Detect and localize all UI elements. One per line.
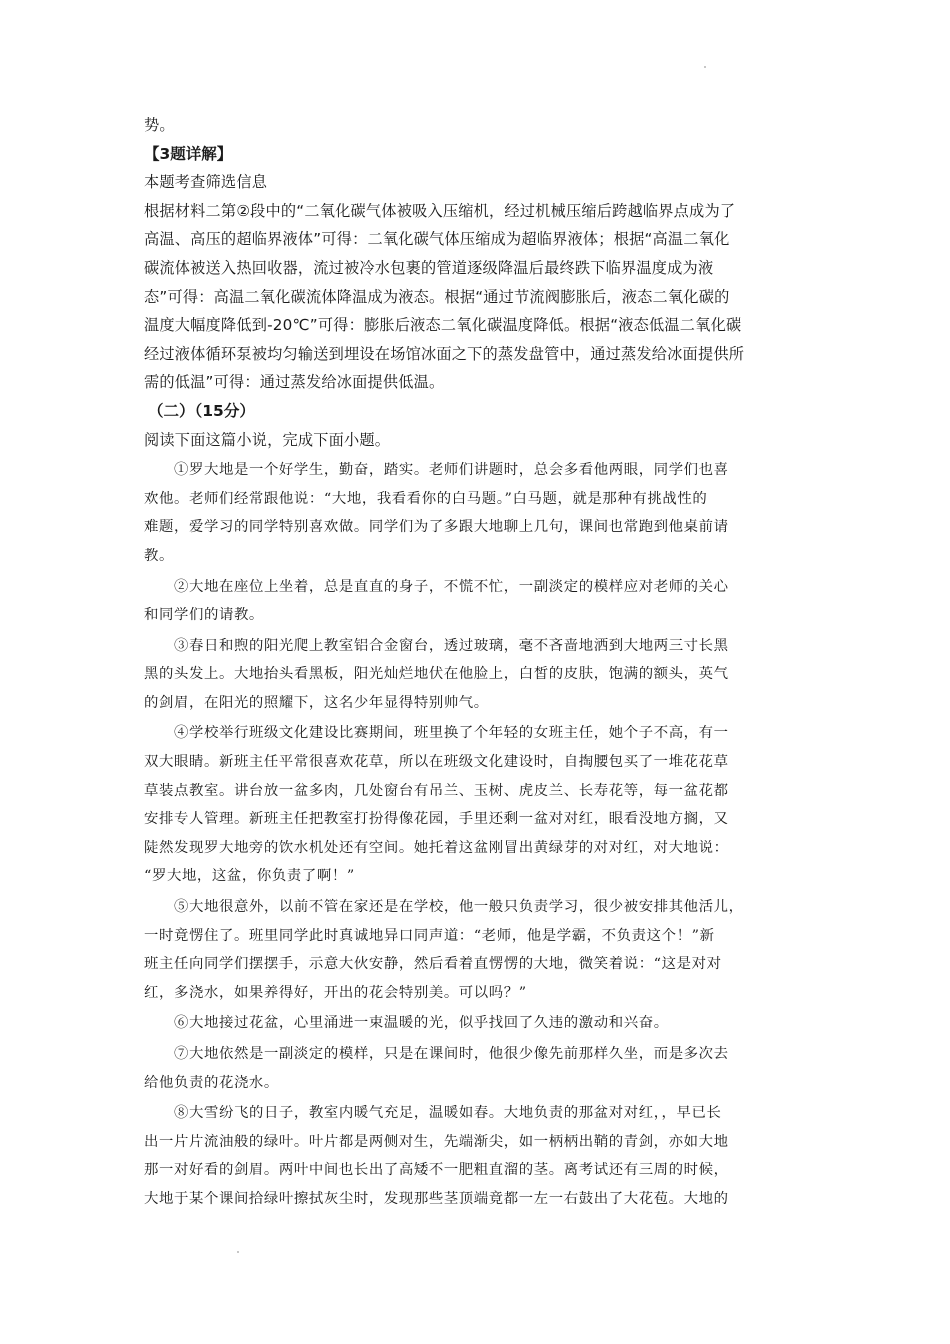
story-line: 班主任向同学们摆摆手，示意大伙安静，然后看着直愣愣的大地，微笑着说：“这是对对: [144, 956, 722, 973]
story-line: 难题，爱学习的同学特别喜欢做。同学们为了多跟大地聊上几句，课间也常跑到他桌前请: [144, 519, 729, 536]
story-line: 欢他。老师们经常跟他说：“大地，我看看你的白马题。”白马题，就是那种有挑战性的: [144, 490, 708, 507]
text-line: 根据材料二第②段中的“二氧化碳气体被吸入压缩机，经过机械压缩后跨越临界点成为了: [144, 201, 736, 220]
story-line: 一时竟愣住了。班里同学此时真诚地异口同声道：“老师，他是学霸，不负责这个！”新: [144, 927, 715, 944]
story-paragraph-3: [144, 632, 808, 718]
story-line: 大地于某个课间拾绿叶擦拭灰尘时，发现那些茎顶端竟都一左一右鼓出了大花苞。大地的: [144, 1190, 729, 1207]
text-line: 势。: [144, 116, 175, 134]
story-line: 双大眼睛。新班主任平常很喜欢花草，所以在班级文化建设时，自掏腰包买了一堆花花草: [144, 754, 729, 771]
story-line: 出一片片流油般的绿叶。叶片都是两侧对生，先端渐尖，如一柄柄出鞘的青剑，亦如大地: [144, 1133, 729, 1150]
story-paragraph-4: [144, 719, 808, 891]
text-line: 碳流体被送入热回收器，流过被冷水包裹的管道逐级降温后最终跌下临界温度成为液: [144, 258, 714, 277]
text-line: 温度大幅度降低到-20℃”可得：膨胀后液态二氧化碳温度降低。根据“液态低温二氧化碳: [144, 316, 742, 335]
story-line: ③春日和煦的阳光爬上教室铝合金窗台，透过玻璃，毫不吝啬地洒到大地两三寸长黑: [174, 637, 729, 654]
story-paragraph-7: [144, 1040, 808, 1097]
page-content: [144, 111, 808, 1214]
story-line: 和同学们的请教。: [144, 607, 264, 624]
story-line: 给他负责的花浇水。: [144, 1074, 279, 1091]
text-line: 经过液体循环泵被均匀输送到埋设在场馆冰面之下的蒸发盘管中，通过蒸发给冰面提供所: [144, 344, 745, 363]
story-line: 黑的头发上。大地抬头看黑板，阳光灿烂地伏在他脸上，白皙的皮肤，饱满的额头，英气: [144, 666, 729, 683]
story-paragraph-2: [144, 573, 808, 630]
story-line: 那一对好看的剑眉。两叶中间也长出了高矮不一肥粗直溜的茎。离考试还有三周的时候，: [144, 1162, 729, 1179]
story-line: ①罗大地是一个好学生，勤奋，踏实。老师们讲题时，总会多看他两眼，同学们也喜: [174, 462, 729, 479]
story-line: ⑦大地依然是一副淡定的模样，只是在课间时，他很少像先前那样久坐，而是多次去: [174, 1046, 729, 1062]
story-line: 草装点教室。讲台放一盆多肉，几处窗台有吊兰、玉树、虎皮兰、长寿花等，每一盆花都: [144, 782, 729, 799]
section-heading: （二）（15分）: [148, 401, 255, 420]
story-line: 红，多浇水，如果养得好，开出的花会特别美。可以吗？”: [144, 984, 527, 1001]
story-paragraph-5: [144, 893, 808, 1007]
story-line: ⑥大地接过花盆，心里涌进一束温暖的光，似乎找回了久违的激动和兴奋。: [174, 1015, 669, 1032]
story-paragraph-8: [144, 1099, 808, 1213]
story-line: ⑧大雪纷飞的日子，教室内暖气充足，温暖如春。大地负责的那盆对对红，，早已长: [174, 1105, 722, 1122]
story-paragraph-6: [144, 1009, 808, 1038]
story-line: 安排专人管理。新班主任把教室打扮得像花园，手里还剩一盆对对红，眼看没地方搁，又: [144, 811, 729, 828]
text-line: 态”可得：高温二氧化碳流体降温成为液态。根据“通过节流阀膨胀后，液态二氧化碳的: [144, 287, 730, 306]
page-dot-top: [704, 66, 706, 68]
question-3-explanation: [144, 197, 808, 397]
story-line: 的剑眉，在阳光的照耀下，这名少年显得特别帅气。: [144, 694, 489, 711]
story-paragraph-1: [144, 456, 808, 570]
text-line: 需的低温”可得：通过蒸发给冰面提供低温。: [144, 373, 445, 392]
text-line: 高温、高压的超临界液体”可得：二氧化碳气体压缩成为超临界液体；根据“高温二氧化: [144, 230, 730, 249]
story-line: 陡然发现罗大地旁的饮水机处还有空间。她托着这盆刚冒出黄绿芽的对对红，对大地说：: [144, 839, 729, 856]
question-3-heading: 【3题详解】: [144, 144, 233, 163]
story-line: “罗大地，这盆，你负责了啊！”: [144, 868, 355, 885]
story-line: 教。: [144, 547, 174, 564]
question-3-summary: 本题考查筛选信息: [144, 173, 268, 192]
story-line: ⑤大地很意外，以前不管在家还是在学校，他一般只负责学习，很少被安排其他活儿，: [174, 899, 744, 916]
story-line: ②大地在座位上坐着，总是直直的身子，不慌不忙，一副淡定的模样应对老师的关心: [174, 578, 729, 595]
section-instruction: 阅读下面这篇小说，完成下面小题。: [144, 430, 391, 449]
story-line: ④学校举行班级文化建设比赛期间，班里换了个年轻的女班主任，她个子不高，有一: [174, 725, 729, 742]
page-dot-bottom: [237, 1251, 239, 1253]
